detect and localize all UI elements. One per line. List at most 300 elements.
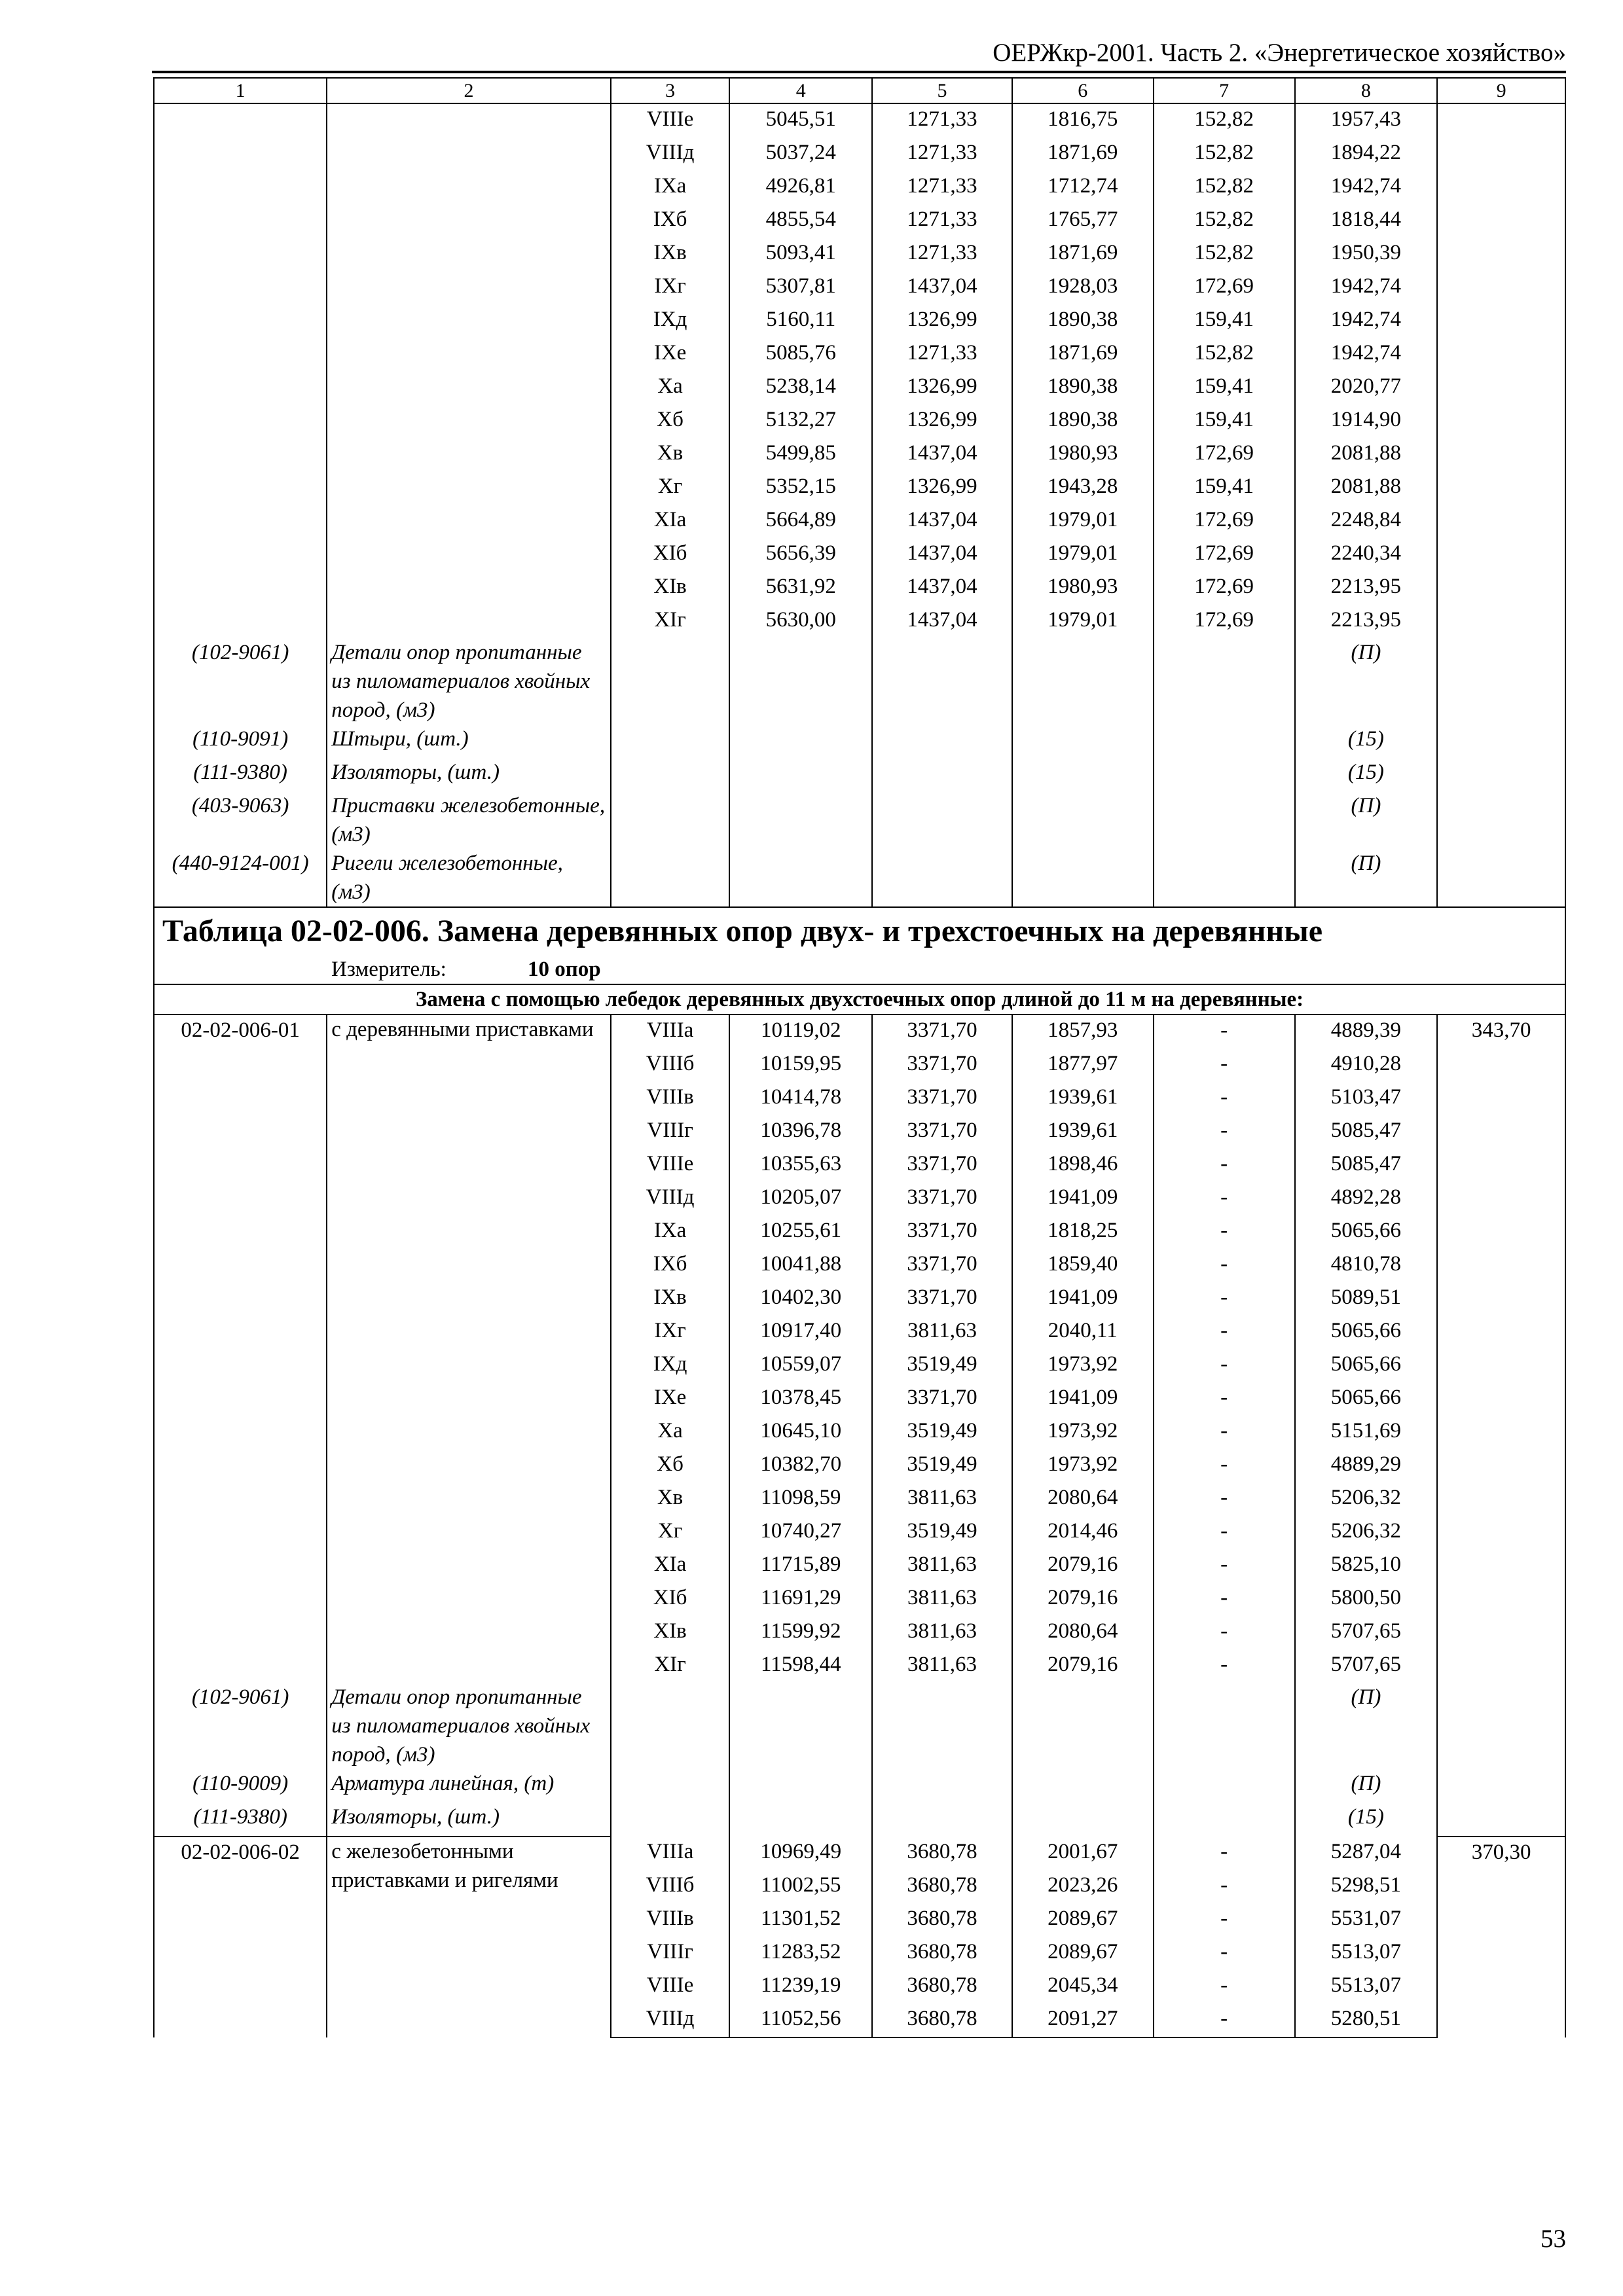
column-number: 5 (872, 78, 1012, 103)
machine-cost: 1818,25 (1012, 1215, 1154, 1249)
driver-cost: 152,82 (1154, 103, 1295, 137)
machine-cost: 2045,34 (1012, 1970, 1154, 2003)
empty-cell (611, 1683, 730, 1769)
machine-cost: 2080,64 (1012, 1616, 1154, 1649)
material-cost: 2213,95 (1295, 571, 1438, 605)
total-cost: 4926,81 (729, 171, 872, 204)
material-cost: 5825,10 (1295, 1549, 1438, 1583)
region-code: XIв (611, 1616, 730, 1649)
driver-cost: 152,82 (1154, 338, 1295, 371)
resource-code: (102-9061) (154, 638, 327, 725)
machine-cost: 1941,09 (1012, 1382, 1154, 1416)
total-cost: 10382,70 (729, 1449, 872, 1482)
region-code: XIа (611, 505, 730, 538)
machine-cost: 1973,92 (1012, 1449, 1154, 1482)
empty-cell (872, 791, 1012, 849)
material-cost: 1942,74 (1295, 338, 1438, 371)
empty-cell (1012, 725, 1154, 758)
driver-cost: - (1154, 2003, 1295, 2037)
total-cost: 5037,24 (729, 137, 872, 171)
meter-row (154, 955, 1565, 984)
labor-cost: 1326,99 (872, 404, 1012, 438)
labor-cost: 1437,04 (872, 538, 1012, 571)
total-cost: 11002,55 (729, 1870, 872, 1903)
region-code: VIIIд (611, 1182, 730, 1215)
column-number: 7 (1154, 78, 1295, 103)
region-code: Xг (611, 1516, 730, 1549)
labor-cost: 1326,99 (872, 371, 1012, 404)
driver-cost: - (1154, 1215, 1295, 1249)
empty-cell (1012, 1769, 1154, 1803)
weight-value: 370,30 (1437, 1837, 1565, 2037)
empty-cell (872, 1769, 1012, 1803)
total-cost: 11599,92 (729, 1616, 872, 1649)
total-cost: 11239,19 (729, 1970, 872, 2003)
total-cost: 10119,02 (729, 1014, 872, 1049)
region-code: XIв (611, 571, 730, 605)
empty-cell (1154, 725, 1295, 758)
total-cost: 10255,61 (729, 1215, 872, 1249)
running-header: ОЕРЖкр-2001. Часть 2. «Энергетическое хозяйство» (993, 39, 1566, 67)
machine-cost: 2089,67 (1012, 1937, 1154, 1970)
region-code: Xа (611, 1416, 730, 1449)
region-code: Xа (611, 371, 730, 404)
labor-cost: 3680,78 (872, 1937, 1012, 1970)
region-code: Xв (611, 1482, 730, 1516)
total-cost: 10559,07 (729, 1349, 872, 1382)
machine-cost: 2079,16 (1012, 1649, 1154, 1683)
resource-row (154, 1769, 1565, 1803)
material-cost: 2081,88 (1295, 438, 1438, 471)
material-cost: 5065,66 (1295, 1316, 1438, 1349)
empty-cell (872, 1803, 1012, 1837)
machine-cost: 1980,93 (1012, 438, 1154, 471)
empty-cell (1154, 758, 1295, 791)
machine-cost: 2089,67 (1012, 1903, 1154, 1937)
col9-cell-empty (1437, 103, 1565, 907)
region-code: VIIIв (611, 1903, 730, 1937)
total-cost: 10402,30 (729, 1282, 872, 1316)
resource-name: Изоляторы, (шт.) (327, 758, 611, 791)
driver-cost: - (1154, 1449, 1295, 1482)
region-code: VIIIд (611, 2003, 730, 2037)
subtitle-row (154, 984, 1565, 1014)
driver-cost: - (1154, 1903, 1295, 1937)
material-cost: 1914,90 (1295, 404, 1438, 438)
total-cost: 5499,85 (729, 438, 872, 471)
material-cost: 5151,69 (1295, 1416, 1438, 1449)
empty-cell (729, 1683, 872, 1769)
header-rule (152, 71, 1566, 73)
labor-cost: 1437,04 (872, 438, 1012, 471)
total-cost: 11052,56 (729, 2003, 872, 2037)
region-code: VIIIа (611, 1014, 730, 1049)
empty-cell (611, 791, 730, 849)
machine-cost: 1898,46 (1012, 1149, 1154, 1182)
driver-cost: 172,69 (1154, 505, 1295, 538)
driver-cost: - (1154, 1549, 1295, 1583)
resource-value: (15) (1295, 725, 1438, 758)
item-code: 02-02-006-02 (154, 1837, 327, 2037)
labor-cost: 3811,63 (872, 1649, 1012, 1683)
machine-cost: 1857,93 (1012, 1014, 1154, 1049)
total-cost: 10414,78 (729, 1082, 872, 1115)
driver-cost: 159,41 (1154, 371, 1295, 404)
material-cost: 5513,07 (1295, 1937, 1438, 1970)
region-code: IXе (611, 338, 730, 371)
region-code: Xв (611, 438, 730, 471)
resource-code: (110-9009) (154, 1769, 327, 1803)
total-cost: 5352,15 (729, 471, 872, 505)
labor-cost: 3680,78 (872, 1837, 1012, 1870)
material-cost: 5065,66 (1295, 1349, 1438, 1382)
machine-cost: 1939,61 (1012, 1082, 1154, 1115)
labor-cost: 1271,33 (872, 103, 1012, 137)
region-code: Xб (611, 1449, 730, 1482)
column-number: 3 (611, 78, 730, 103)
labor-cost: 1271,33 (872, 171, 1012, 204)
region-code: XIа (611, 1549, 730, 1583)
labor-cost: 1326,99 (872, 471, 1012, 505)
resource-code: (111-9380) (154, 1803, 327, 1837)
material-cost: 5531,07 (1295, 1903, 1438, 1937)
empty-cell (1154, 1803, 1295, 1837)
region-code: IXв (611, 238, 730, 271)
driver-cost: - (1154, 1282, 1295, 1316)
total-cost: 5630,00 (729, 605, 872, 638)
empty-cell (872, 1683, 1012, 1769)
machine-cost: 2014,46 (1012, 1516, 1154, 1549)
resource-row (154, 638, 1565, 725)
total-cost: 4855,54 (729, 204, 872, 238)
table-title: Таблица 02-02-006. Замена деревянных опор двух- и трехстоечных на деревянные (154, 907, 1565, 955)
total-cost: 11301,52 (729, 1903, 872, 1937)
total-cost: 5238,14 (729, 371, 872, 404)
labor-cost: 3811,63 (872, 1549, 1012, 1583)
material-cost: 5065,66 (1295, 1215, 1438, 1249)
driver-cost: - (1154, 1482, 1295, 1516)
empty-cell (872, 849, 1012, 907)
total-cost: 10205,07 (729, 1182, 872, 1215)
table-row (154, 1837, 1565, 1870)
labor-cost: 3371,70 (872, 1149, 1012, 1182)
code-cell-empty (154, 103, 327, 638)
table-title-row (154, 907, 1565, 955)
meter-label: Измеритель: (331, 958, 447, 981)
empty-cell (872, 638, 1012, 725)
resource-row (154, 1803, 1565, 1837)
driver-cost: - (1154, 1382, 1295, 1416)
empty-cell (872, 725, 1012, 758)
driver-cost: - (1154, 1014, 1295, 1049)
material-cost: 5280,51 (1295, 2003, 1438, 2037)
region-code: IXа (611, 171, 730, 204)
machine-cost: 1890,38 (1012, 404, 1154, 438)
region-code: VIIIг (611, 1937, 730, 1970)
total-cost: 5093,41 (729, 238, 872, 271)
machine-cost: 1973,92 (1012, 1349, 1154, 1382)
total-cost: 5045,51 (729, 103, 872, 137)
driver-cost: 172,69 (1154, 605, 1295, 638)
meter-row-cell (154, 955, 1565, 984)
resource-name: Изоляторы, (шт.) (327, 1803, 611, 1837)
material-cost: 2248,84 (1295, 505, 1438, 538)
material-cost: 2240,34 (1295, 538, 1438, 571)
meter-value: 10 опор (528, 958, 601, 981)
region-code: Xг (611, 471, 730, 505)
material-cost: 5707,65 (1295, 1649, 1438, 1683)
region-code: VIIIг (611, 1115, 730, 1149)
material-cost: 4889,39 (1295, 1014, 1438, 1049)
empty-cell (611, 849, 730, 907)
total-cost: 5631,92 (729, 571, 872, 605)
material-cost: 1818,44 (1295, 204, 1438, 238)
driver-cost: - (1154, 1316, 1295, 1349)
material-cost: 1942,74 (1295, 304, 1438, 338)
total-cost: 10159,95 (729, 1049, 872, 1082)
empty-cell (1012, 1803, 1154, 1837)
region-code: IXв (611, 1282, 730, 1316)
column-number: 2 (327, 78, 611, 103)
total-cost: 11715,89 (729, 1549, 872, 1583)
item-code: 02-02-006-01 (154, 1014, 327, 1683)
table-row (154, 103, 1565, 137)
region-code: XIб (611, 538, 730, 571)
total-cost: 10969,49 (729, 1837, 872, 1870)
region-code: VIIIе (611, 1149, 730, 1182)
driver-cost: - (1154, 1970, 1295, 2003)
material-cost: 4910,28 (1295, 1049, 1438, 1082)
machine-cost: 1877,97 (1012, 1049, 1154, 1082)
empty-cell (1012, 758, 1154, 791)
resource-value: (П) (1295, 1769, 1438, 1803)
driver-cost: - (1154, 1249, 1295, 1282)
total-cost: 10396,78 (729, 1115, 872, 1149)
empty-cell (729, 725, 872, 758)
material-cost: 1942,74 (1295, 171, 1438, 204)
labor-cost: 3371,70 (872, 1182, 1012, 1215)
labor-cost: 3519,49 (872, 1349, 1012, 1382)
resource-code: (403-9063) (154, 791, 327, 849)
driver-cost: 152,82 (1154, 204, 1295, 238)
machine-cost: 1928,03 (1012, 271, 1154, 304)
item-name: с железобетонными приставками и ригелями (327, 1837, 611, 2037)
driver-cost: 172,69 (1154, 538, 1295, 571)
price-table (153, 77, 1566, 2038)
empty-cell (611, 758, 730, 791)
region-code: VIIIа (611, 1837, 730, 1870)
labor-cost: 1271,33 (872, 204, 1012, 238)
total-cost: 5085,76 (729, 338, 872, 371)
empty-cell (1012, 1683, 1154, 1769)
material-cost: 5287,04 (1295, 1837, 1438, 1870)
name-cell-empty (327, 103, 611, 638)
section-subtitle: Замена с помощью лебедок деревянных двухстоечных опор длиной до 11 м на деревянные: (154, 984, 1565, 1014)
labor-cost: 3519,49 (872, 1449, 1012, 1482)
driver-cost: - (1154, 1870, 1295, 1903)
machine-cost: 1816,75 (1012, 103, 1154, 137)
region-code: VIIIе (611, 1970, 730, 2003)
machine-cost: 1980,93 (1012, 571, 1154, 605)
labor-cost: 1271,33 (872, 137, 1012, 171)
machine-cost: 1859,40 (1012, 1249, 1154, 1282)
resource-value: (15) (1295, 1803, 1438, 1837)
machine-cost: 1979,01 (1012, 605, 1154, 638)
material-cost: 1942,74 (1295, 271, 1438, 304)
machine-cost: 2040,11 (1012, 1316, 1154, 1349)
labor-cost: 1271,33 (872, 238, 1012, 271)
empty-cell (1154, 849, 1295, 907)
driver-cost: - (1154, 1182, 1295, 1215)
labor-cost: 3680,78 (872, 1870, 1012, 1903)
machine-cost: 1765,77 (1012, 204, 1154, 238)
material-cost: 5206,32 (1295, 1516, 1438, 1549)
labor-cost: 3811,63 (872, 1616, 1012, 1649)
empty-cell (1012, 791, 1154, 849)
driver-cost: 159,41 (1154, 304, 1295, 338)
empty-cell (729, 849, 872, 907)
resource-name: Детали опор пропитанные из пиломатериалов хвойных пород, (м3) (327, 638, 611, 725)
machine-cost: 2079,16 (1012, 1549, 1154, 1583)
labor-cost: 3811,63 (872, 1316, 1012, 1349)
machine-cost: 1712,74 (1012, 171, 1154, 204)
material-cost: 4892,28 (1295, 1182, 1438, 1215)
material-cost: 5298,51 (1295, 1870, 1438, 1903)
column-number: 1 (154, 78, 327, 103)
machine-cost: 1973,92 (1012, 1416, 1154, 1449)
labor-cost: 3371,70 (872, 1115, 1012, 1149)
region-code: Xб (611, 404, 730, 438)
machine-cost: 1890,38 (1012, 371, 1154, 404)
region-code: IXг (611, 271, 730, 304)
page-number: 53 (1541, 2225, 1566, 2253)
driver-cost: 152,82 (1154, 171, 1295, 204)
driver-cost: - (1154, 1616, 1295, 1649)
machine-cost: 1871,69 (1012, 338, 1154, 371)
material-cost: 4889,29 (1295, 1449, 1438, 1482)
empty-cell (1012, 638, 1154, 725)
total-cost: 11098,59 (729, 1482, 872, 1516)
driver-cost: - (1154, 1583, 1295, 1616)
resource-code: (440-9124-001) (154, 849, 327, 907)
resource-name: Ригели железобетонные, (м3) (327, 849, 611, 907)
labor-cost: 3519,49 (872, 1416, 1012, 1449)
table-row (154, 1014, 1565, 1049)
machine-cost: 2001,67 (1012, 1837, 1154, 1870)
material-cost: 5707,65 (1295, 1616, 1438, 1649)
total-cost: 5664,89 (729, 505, 872, 538)
resource-row (154, 725, 1565, 758)
labor-cost: 1326,99 (872, 304, 1012, 338)
driver-cost: - (1154, 1115, 1295, 1149)
material-cost: 5206,32 (1295, 1482, 1438, 1516)
material-cost: 1950,39 (1295, 238, 1438, 271)
labor-cost: 1437,04 (872, 571, 1012, 605)
region-code: XIг (611, 1649, 730, 1683)
labor-cost: 1271,33 (872, 338, 1012, 371)
column-number-row (154, 78, 1565, 103)
machine-cost: 1890,38 (1012, 304, 1154, 338)
machine-cost: 1871,69 (1012, 137, 1154, 171)
material-cost: 2020,77 (1295, 371, 1438, 404)
region-code: IXб (611, 1249, 730, 1282)
region-code: IXе (611, 1382, 730, 1416)
machine-cost: 1871,69 (1012, 238, 1154, 271)
labor-cost: 3680,78 (872, 1903, 1012, 1937)
material-cost: 5089,51 (1295, 1282, 1438, 1316)
machine-cost: 1979,01 (1012, 505, 1154, 538)
total-cost: 10378,45 (729, 1382, 872, 1416)
resource-value: (15) (1295, 758, 1438, 791)
empty-cell (1154, 1769, 1295, 1803)
empty-cell (611, 1769, 730, 1803)
column-number: 4 (729, 78, 872, 103)
region-code: IXг (611, 1316, 730, 1349)
resource-row (154, 849, 1565, 907)
machine-cost: 1939,61 (1012, 1115, 1154, 1149)
driver-cost: - (1154, 1937, 1295, 1970)
column-number: 6 (1012, 78, 1154, 103)
labor-cost: 1437,04 (872, 605, 1012, 638)
resource-name: Детали опор пропитанные из пиломатериалов хвойных пород, (м3) (327, 1683, 611, 1769)
driver-cost: - (1154, 1649, 1295, 1683)
resource-row (154, 1683, 1565, 1769)
empty-cell (729, 1803, 872, 1837)
column-number: 9 (1437, 78, 1565, 103)
resource-value: (П) (1295, 849, 1438, 907)
labor-cost: 3371,70 (872, 1082, 1012, 1115)
material-cost: 2213,95 (1295, 605, 1438, 638)
resource-code: (102-9061) (154, 1683, 327, 1769)
labor-cost: 3371,70 (872, 1282, 1012, 1316)
region-code: VIIIе (611, 103, 730, 137)
empty-cell (1154, 1683, 1295, 1769)
empty-cell (611, 725, 730, 758)
region-code: VIIIб (611, 1049, 730, 1082)
driver-cost: - (1154, 1516, 1295, 1549)
driver-cost: 172,69 (1154, 571, 1295, 605)
driver-cost: 172,69 (1154, 271, 1295, 304)
material-cost: 2081,88 (1295, 471, 1438, 505)
machine-cost: 1979,01 (1012, 538, 1154, 571)
weight-value: 343,70 (1437, 1014, 1565, 1837)
labor-cost: 3811,63 (872, 1583, 1012, 1616)
resource-row (154, 791, 1565, 849)
material-cost: 5085,47 (1295, 1149, 1438, 1182)
total-cost: 10355,63 (729, 1149, 872, 1182)
total-cost: 11283,52 (729, 1937, 872, 1970)
column-number: 8 (1295, 78, 1438, 103)
machine-cost: 1943,28 (1012, 471, 1154, 505)
driver-cost: - (1154, 1049, 1295, 1082)
resource-name: Штыри, (шт.) (327, 725, 611, 758)
region-code: IXд (611, 1349, 730, 1382)
driver-cost: 152,82 (1154, 238, 1295, 271)
region-code: IXа (611, 1215, 730, 1249)
region-code: IXд (611, 304, 730, 338)
machine-cost: 2091,27 (1012, 2003, 1154, 2037)
material-cost: 5513,07 (1295, 1970, 1438, 2003)
total-cost: 5160,11 (729, 304, 872, 338)
labor-cost: 3371,70 (872, 1014, 1012, 1049)
machine-cost: 2079,16 (1012, 1583, 1154, 1616)
material-cost: 5065,66 (1295, 1382, 1438, 1416)
driver-cost: - (1154, 1082, 1295, 1115)
empty-cell (729, 1769, 872, 1803)
driver-cost: - (1154, 1149, 1295, 1182)
material-cost: 5800,50 (1295, 1583, 1438, 1616)
machine-cost: 1941,09 (1012, 1282, 1154, 1316)
